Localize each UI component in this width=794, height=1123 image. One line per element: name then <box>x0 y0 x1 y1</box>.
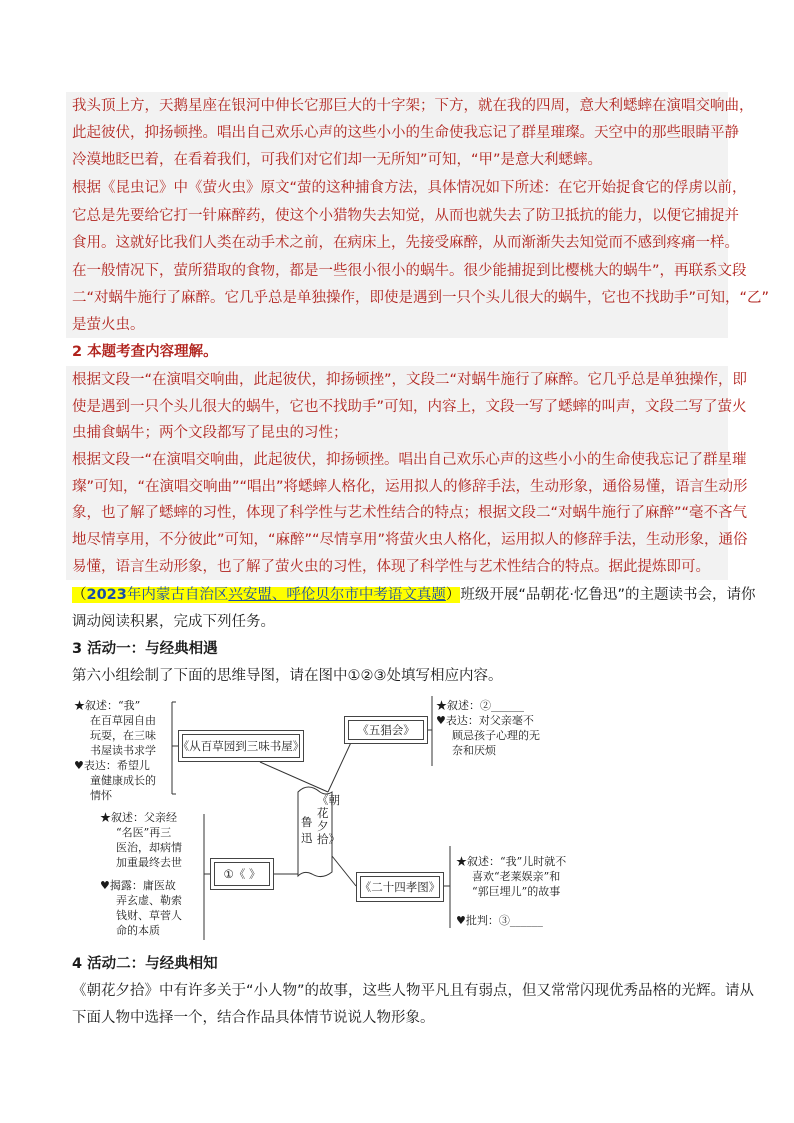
source-highlight: （2023年内蒙古自治区兴安盟、呼伦贝尔市中考语文真题） <box>72 587 461 603</box>
tr-book-box: 《五猖会》 <box>344 716 428 744</box>
br-notes: ★叙述：“我”儿时就不 喜欢“老莱娱亲”和 “郭巨埋儿”的故事 ♥批判：③______ <box>456 855 567 927</box>
tr-notes: ★叙述：②______ ♥表达：对父亲毫不 顾忌孩子心理的无 奈和厌烦 <box>436 699 540 757</box>
q2-heading: 2 本题考查内容理解。 <box>72 344 218 360</box>
answer-line: 根据文段一“在演唱交响曲，此起彼伏，抑扬顿挫。唱出自己欢乐心声的这些小小的生命使我忘记了群星璀 <box>72 452 747 468</box>
answer-line: 根据《昆虫记》中《萤火虫》原文“萤的这种捕食方法，具体情况如下所述：在它开始捉食它的俘虏以前， <box>72 180 747 196</box>
answer-line: 此起彼伏，抑扬顿挫。唱出自己欢乐心声的这些小小的生命使我忘记了群星璀璨。天空中的那些眼睛平静 <box>72 125 739 141</box>
q4-heading: 4 活动二：与经典相知 <box>72 956 218 972</box>
bl-notes: ★叙述：父亲经 “名医”再三 医治，却病情 加重最终去世 ♥揭露：庸医故 弄玄虚、勒索 钱财、草菅人 命的本质 <box>100 811 182 937</box>
answer-line: 根据文段一“在演唱交响曲，此起彼伏，抑扬顿挫”，文段二“对蜗牛施行了麻醉。它几乎总是单独操作，即 <box>72 372 748 388</box>
q3-text: 第六小组绘制了下面的思维导图，请在图中①②③处填写相应内容。 <box>72 668 503 684</box>
answer-line: 象，也了解了蟋蟀的习性，体现了科学性与艺术性结合的特点；根据文段二“对蜗牛施行了麻醉”“毫不吝气 <box>72 505 748 521</box>
q3-heading: 3 活动一：与经典相遇 <box>72 641 218 657</box>
source-line: （2023年内蒙古自治区兴安盟、呼伦贝尔市中考语文真题）班级开展“品朝花·忆鲁迅”的主题读书会，请你 <box>72 587 756 603</box>
answer-line: 食用。这就好比我们人类在动手术之前，在病床上，先接受麻醉，从而渐渐失去知觉而不感到疼痛一样。 <box>72 235 739 251</box>
answer-line: 璨”可知，“在演唱交响曲”“唱出”将蟋蟀人格化，运用拟人的修辞手法，生动形象，通俗易懂，语言生动形 <box>72 479 748 495</box>
answer-line: 是萤火虫。 <box>72 317 145 333</box>
mind-map <box>70 696 610 946</box>
center-author: 鲁迅 <box>301 815 313 845</box>
answer-line: 二“对蜗牛施行了麻醉。它几乎总是单独操作，即使是遇到一只个头儿很大的蜗牛，它也不找助手”可知，“乙” <box>72 290 770 306</box>
answer-line: 使是遇到一只个头儿很大的蜗牛，它也不找助手”可知，内容上，文段一写了蟋蟀的叫声，文段二写了萤火 <box>72 399 747 415</box>
center-book-title: 《朝花夕拾》 <box>317 793 340 846</box>
answer-line: 地尽情享用，不分彼此”可知，“麻醉”“尽情享用”将萤火虫人格化，运用拟人的修辞手法，生动形象，通俗 <box>72 532 748 548</box>
answer-line: 在一般情况下，萤所猎取的食物，都是一些很小很小的蜗牛。很少能捕捉到比樱桃大的蜗牛”，再联系文段 <box>72 263 747 279</box>
answer-line: 易懂，语言生动形象，也了解了萤火虫的习性，体现了科学性与艺术性结合的特点。据此提炼即可。 <box>72 559 710 575</box>
tl-book-box: 《从百草园到三味书屋》 <box>178 730 304 762</box>
br-book-box: 《二十四孝图》 <box>356 872 444 902</box>
q4-text: 《朝花夕拾》中有许多关于“小人物”的故事，这些人物平凡且有弱点，但又常常闪现优秀品格的光辉。请从 <box>72 983 755 999</box>
q4-text: 下面人物中选择一个，结合作品具体情节说说人物形象。 <box>72 1010 435 1026</box>
answer-line: 我头顶上方，天鹅星座在银河中伸长它那巨大的十字架；下方，就在我的四周，意大利蟋蟀在演唱交响曲， <box>72 98 754 114</box>
answer-line: 虫捕食蜗牛；两个文段都写了昆虫的习性； <box>72 425 348 441</box>
tl-notes: ★叙述：“我” 在百草园自由 玩耍，在三味 书屋读书求学 ♥表达：希望儿 童健康成长的 情怀 <box>74 699 156 802</box>
source-line-2: 调动阅读积累，完成下列任务。 <box>72 614 275 630</box>
answer-line: 冷漠地眨巴着，在看着我们，可我们对它们却一无所知”可知，“甲”是意大利蟋蟀。 <box>72 152 603 168</box>
bl-book-box: ①《 》 <box>210 858 274 890</box>
answer-line: 它总是先要给它打一针麻醉药，使这个小猎物失去知觉，从而也就失去了防卫抵抗的能力，以便它捕捉并 <box>72 208 739 224</box>
